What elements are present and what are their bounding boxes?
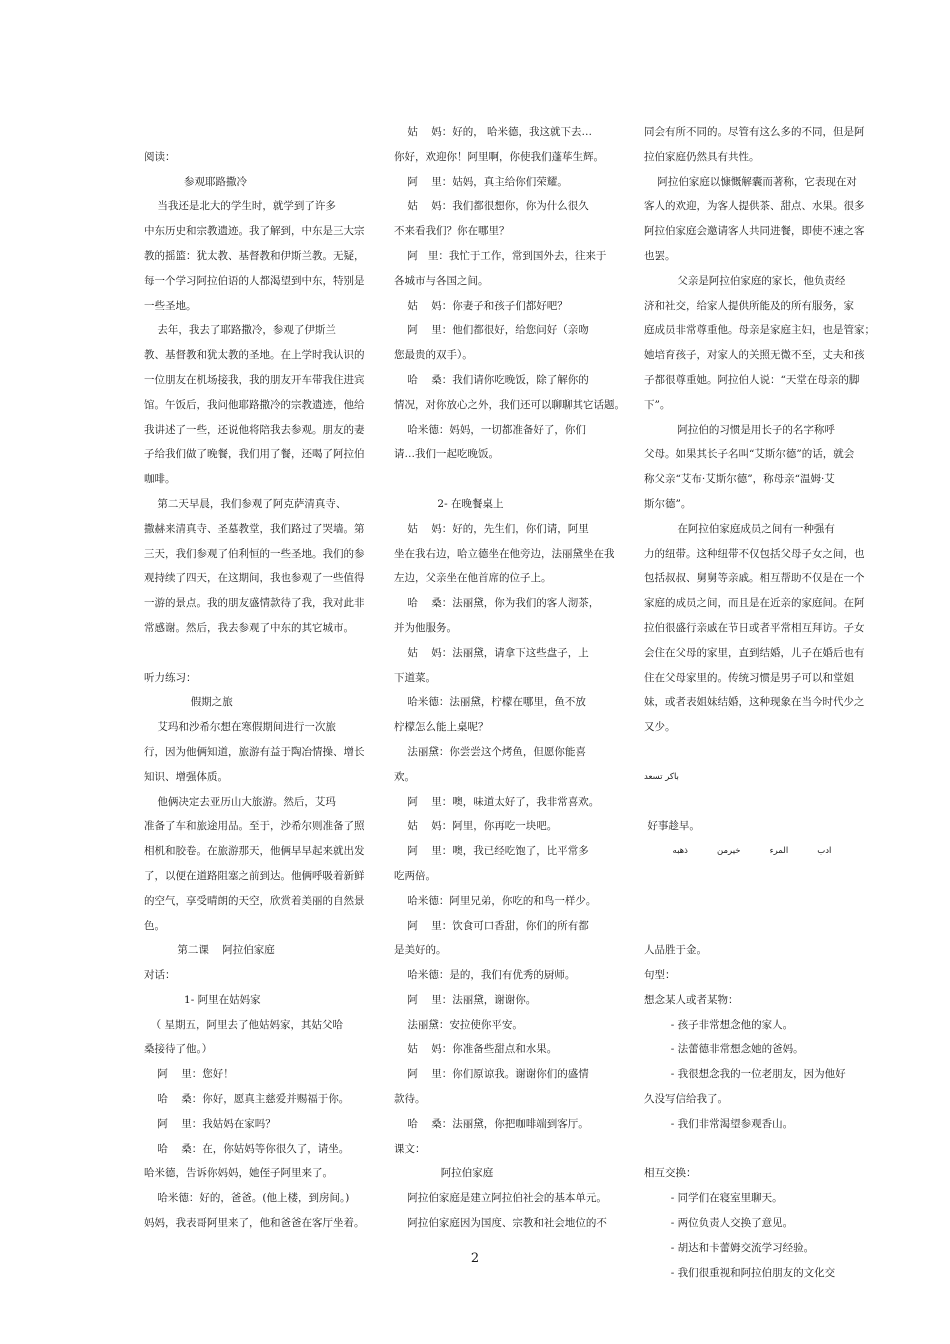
middle-column-line: 阿 里：你们原谅我。谢谢你们的盛情 (394, 1068, 589, 1081)
right-column-line: 客人的欢迎，为客人提供茶、甜点、水果。很多 (644, 200, 865, 213)
right-column-line: 子都很尊重她。阿拉伯人说：“天堂在母亲的脚 (644, 373, 860, 386)
middle-column-line: 阿 里：姑妈，真主给你们荣耀。 (394, 175, 568, 188)
left-column-line: 中东历史和宗教遗迹。我了解到，中东是三大宗 (144, 225, 365, 238)
right-column-line: 妹，或者表姐妹结婚，这种现象在当今时代少之 (644, 696, 865, 709)
middle-column-line: 哈米德：法丽黛，柠檬在哪里，鱼不放 (394, 696, 586, 709)
middle-column-line: 您最贵的双手）。 (394, 349, 473, 362)
right-column-line: 想念某人或者某物： (644, 993, 739, 1006)
right-column-line: 在阿拉伯家庭成员之间有一种强有 (644, 522, 835, 535)
middle-column-line: 下道菜。 (394, 671, 436, 684)
middle-column-line: 阿 里：饮食可口香甜，你们的所有都 (394, 919, 589, 932)
right-column-line: 阿拉伯的习惯是用长子的名字称呼 (644, 423, 835, 436)
left-column-line: 参观耶路撒冷 (144, 175, 248, 188)
left-column-line: 假期之旅 (144, 696, 233, 709)
right-column-line: 人品胜于金。 (644, 944, 707, 957)
left-column-line: 哈米德，告诉你妈妈，她侄子阿里来了。 (144, 1167, 333, 1180)
right-column-line (644, 1137, 860, 1162)
middle-column-line: 吃两倍。 (394, 869, 436, 882)
right-column-line: - 我们很重视和阿拉伯朋友的文化交 (644, 1266, 836, 1279)
right-column-line: 家庭的成员之间，而且是在近亲的家庭间。在阿 (644, 597, 865, 610)
left-column-line: 哈 桑：在，你姑妈等你很久了，请坐。 (144, 1142, 350, 1155)
middle-column-line: 法丽黛：你尝尝这个烤鱼，但愿你能喜 (394, 745, 586, 758)
left-column-line: 三天，我们参观了伯利恒的一些圣地。我们的参 (144, 547, 365, 560)
right-column-line: 久没写信给我了。 (644, 1093, 728, 1106)
arabic-word: ادب (817, 846, 832, 857)
middle-column-line: 姑 妈：好的， 哈米德，我这就下去… (394, 126, 593, 138)
right-column-line: 斯尔德”。 (644, 497, 692, 510)
column-right (644, 120, 875, 1285)
left-column-line: 一位朋友在机场接我，我的朋友开车带我住进宾 (144, 373, 365, 386)
right-column-line: 阿拉伯家庭以慷慨解囊而著称，它表现在对 (644, 175, 857, 188)
right-column-line: 同会有所不同的。尽管有这么多的不同，但是阿 (644, 126, 865, 138)
left-column-line: 哈 桑：你好，愿真主慈爱并赐福于你。 (144, 1093, 350, 1106)
left-column-line: 阅读： (144, 150, 176, 163)
left-column-line: 准备了车和旅途用品。至于，沙希尔则准备了照 (144, 820, 365, 833)
right-column-line: 也罢。 (644, 249, 676, 262)
right-column-body (644, 120, 875, 740)
arabic-word: خيرمن (717, 846, 741, 857)
right-column-line: 济和社交，给家人提供所能及的所有服务，家 (644, 299, 854, 312)
left-column-line: 知识、增强体质。 (144, 770, 228, 783)
middle-column-line: 你好，欢迎你！阿里啊，你使我们蓬荜生辉。 (394, 150, 604, 163)
right-column-line: 包括叔叔、舅舅等亲戚。相互帮助不仅是在一个 (644, 572, 865, 585)
left-column-line: 馆。午饭后，我问他耶路撒冷的宗教遗迹，他给 (144, 398, 365, 411)
middle-column-line: 姑 妈：法丽黛，请拿下这些盘子，上 (394, 646, 589, 659)
sentence-patterns (644, 914, 860, 1286)
left-column-line: 了，以便在道路阻塞之前到达。他俩呼吸着新鲜 (144, 869, 365, 882)
left-column-line: 色。 (144, 919, 165, 932)
middle-column-line: 坐在我右边，哈立德坐在他旁边，法丽黛坐在我 (394, 547, 615, 560)
left-column-line: 一些圣地。 (144, 299, 197, 312)
left-column-line (144, 641, 360, 666)
middle-column-line: 哈 桑：法丽黛，你把咖啡端到客厅。 (394, 1117, 589, 1130)
right-column-line: 又少。 (644, 721, 676, 734)
middle-column-line: 并为他服务。 (394, 621, 457, 634)
middle-column-line: 柠檬怎么能上桌呢？ (394, 721, 489, 734)
right-column-line: - 同学们在寝室里聊天。 (644, 1192, 783, 1205)
middle-column-line: 阿 里：法丽黛，谢谢你。 (394, 993, 537, 1006)
left-column-line: 第二天早晨，我们参观了阿克萨清真寺、 (144, 497, 347, 510)
right-column-line: - 我们非常渴望参观香山。 (644, 1117, 794, 1130)
left-column-line: 听力练习： (144, 671, 197, 684)
arabic-word: ذهبه (672, 846, 688, 857)
left-column-line: 教、基督教和犹太教的圣地。在上学时我认识的 (144, 349, 365, 362)
left-column-line: 桑接待了他。） (144, 1043, 213, 1056)
left-column-line: 相机和胶卷。在旅游那天，他俩早早起来就出发 (144, 845, 365, 858)
middle-column-line: 哈米德：阿里兄弟，你吃的和鸟一样少。 (394, 894, 597, 907)
middle-column-line: 阿 里：我忙于工作，常到国外去，往来于 (394, 249, 607, 262)
left-column-line: （ 星期五，阿里去了他姑妈家，其姑父哈 (144, 1018, 344, 1031)
left-column-line: 去年，我去了耶路撒冷，参观了伊斯兰 (144, 324, 336, 337)
middle-column-line: 款待。 (394, 1093, 426, 1106)
right-column-line: - 两位负责人交换了意见。 (644, 1217, 794, 1230)
left-column-line: 每一个学习阿拉伯语的人都渴望到中东，特别是 (144, 274, 365, 287)
middle-column-line: 阿 里：他们都很好，给您问好（亲吻 (394, 324, 589, 337)
middle-column-line: 哈米德：是的，我们有优秀的厨师。 (394, 969, 576, 982)
left-column-line: 子给我们做了晚餐，我们用了餐，还喝了阿拉伯 (144, 448, 365, 461)
right-column-line: 称父亲“艾布·艾斯尔德”，称母亲“温姆·艾 (644, 473, 835, 486)
left-column-line: 妈妈，我表哥阿里来了，他和爸爸在客厅坐着。 (144, 1217, 365, 1230)
arabic-proverb (644, 839, 860, 864)
arabic-signature: باكر تسعد (644, 771, 679, 782)
middle-column-line: 不来看我们？你在哪里？ (394, 225, 510, 238)
right-column-line: 相互交换： (644, 1167, 697, 1180)
right-column-line: - 我很想念我的一位老朋友，因为他好 (644, 1068, 846, 1081)
left-column-line: 一游的景点。我的朋友盛情款待了我，我对此非 (144, 597, 365, 610)
middle-column-line: 左边，父亲坐在他首席的位子上。 (394, 572, 552, 585)
left-column-line: 对话： (144, 969, 176, 982)
right-column-line: 力的纽带。这种纽带不仅包括父母子女之间，也 (644, 547, 865, 560)
middle-column-line: 情况，对你放心之外，我们还可以聊聊其它话题。 (394, 398, 625, 411)
middle-column-line: 姑 妈：你准备些甜点和水果。 (394, 1043, 558, 1056)
middle-column-line: 哈米德：妈妈，一切都准备好了，你们 (394, 423, 586, 436)
left-column-line: 教的摇篮：犹太教、基督教和伊斯兰教。无疑， (144, 249, 365, 262)
left-column-line (144, 120, 360, 145)
middle-column-line: 各城市与各国之间。 (394, 274, 489, 287)
right-column-line: 她培育孩子，对家人的关照无微不至，丈夫和孩 (644, 349, 865, 362)
right-column-line: - 孩子非常想念他的家人。 (644, 1018, 794, 1031)
middle-column-line: 课文： (394, 1142, 426, 1155)
middle-column-line: 姑 妈：好的，先生们，你们请，阿里 (394, 522, 589, 535)
left-column-line: 阿 里：我姑妈在家吗？ (144, 1117, 276, 1130)
left-column-line: 第二课 阿拉伯家庭 (144, 944, 275, 957)
proverb-chinese: 好事趁早。 (644, 820, 700, 833)
middle-column-line: 法丽黛：安拉使你平安。 (394, 1018, 523, 1031)
right-column-line: 阿拉伯家庭会邀请客人共同进餐，即使不速之客 (644, 225, 865, 238)
middle-column-line: 哈 桑：法丽黛，你为我们的客人沏茶， (394, 597, 600, 610)
left-column-line: 常感谢。然后，我去参观了中东的其它城市。 (144, 621, 354, 634)
right-column-line: 住在父母家里的。传统习惯是男子可以和堂姐 (644, 671, 854, 684)
right-column-line: 句型： (644, 969, 676, 982)
left-column-line: 我讲述了一些，还说他将陪我去参观。朋友的妻 (144, 423, 365, 436)
middle-column-line: 是美好的。 (394, 944, 447, 957)
middle-column-line: 阿拉伯家庭是建立阿拉伯社会的基本单元。 (394, 1192, 607, 1205)
left-column-line: 行，因为他俩知道，旅游有益于陶冶情操、增长 (144, 745, 365, 758)
middle-column-line: 哈 桑：我们请你吃晚饭，除了解你的 (394, 373, 589, 386)
left-column-line: 哈米德：好的，爸爸。(他上楼，到房间。) (144, 1192, 350, 1205)
left-column-line: 撒赫来清真寺、圣墓教堂，我们路过了哭墙。第 (144, 522, 365, 535)
column-middle (394, 120, 625, 1236)
left-column-line: 他俩决定去亚历山大旅游。然后，艾玛 (144, 795, 336, 808)
right-column-line: 会住在父母的家里，直到结婚，儿子在婚后也有 (644, 646, 865, 659)
left-column-line: 艾玛和沙希尔想在寒假期间进行一次旅 (144, 721, 336, 734)
middle-column-line (394, 467, 610, 492)
left-column-line: 观持续了四天，在这期间，我也参观了一些值得 (144, 572, 365, 585)
right-column-line: 父亲是阿拉伯家庭的家长，他负责经 (644, 274, 846, 287)
right-column-line: 拉伯家庭仍然具有共性。 (644, 150, 760, 163)
middle-column-line: 阿 里：噢，我已经吃饱了，比平常多 (394, 845, 589, 858)
right-column-line: 父母。如果其长子名叫“艾斯尔德”的话，就会 (644, 448, 855, 461)
middle-column-line: 姑 妈：阿里，你再吃一块吧。 (394, 820, 558, 833)
left-column-line: 的空气，享受晴朗的天空，欣赏着美丽的自然景 (144, 894, 365, 907)
left-column-line: 阿 里：您好！ (144, 1068, 234, 1081)
left-column-line: 咖啡。 (144, 473, 176, 486)
right-column-line: 拉伯很盛行亲戚在节日或者平常相互拜访。子女 (644, 621, 865, 634)
right-column-line: - 胡达和卡蕾姆交流学习经验。 (644, 1241, 815, 1254)
page-number: 2 (470, 1251, 480, 1266)
middle-column-line: 阿 里：噢，味道太好了，我非常喜欢。 (394, 795, 600, 808)
right-column-line: 下”。 (644, 398, 671, 411)
right-column-line (644, 914, 860, 939)
middle-column-line: 2- 在晚餐桌上 (394, 497, 504, 510)
middle-column-line: 请…我们一起吃晚饭。 (394, 448, 499, 461)
middle-column-line: 欢。 (394, 770, 415, 783)
left-column-line: 1- 阿里在姑妈家 (144, 993, 261, 1006)
column-left (144, 120, 365, 1236)
arabic-word: المرء (769, 846, 789, 857)
right-column-line: - 法蕾德非常想念她的爸妈。 (644, 1043, 804, 1056)
middle-column-line: 阿拉伯家庭因为国度、宗教和社会地位的不 (394, 1217, 607, 1230)
middle-column-line: 姑 妈：你妻子和孩子们都好吧？ (394, 299, 568, 312)
middle-column-line: 阿拉伯家庭 (394, 1167, 494, 1180)
left-column-line: 当我还是北大的学生时，就学到了许多 (144, 200, 336, 213)
right-column-line: 庭成员非常尊重他。母亲是家庭主妇，也是管家； (644, 324, 875, 337)
middle-column-line: 姑 妈：我们都很想你，你为什么很久 (394, 200, 589, 213)
